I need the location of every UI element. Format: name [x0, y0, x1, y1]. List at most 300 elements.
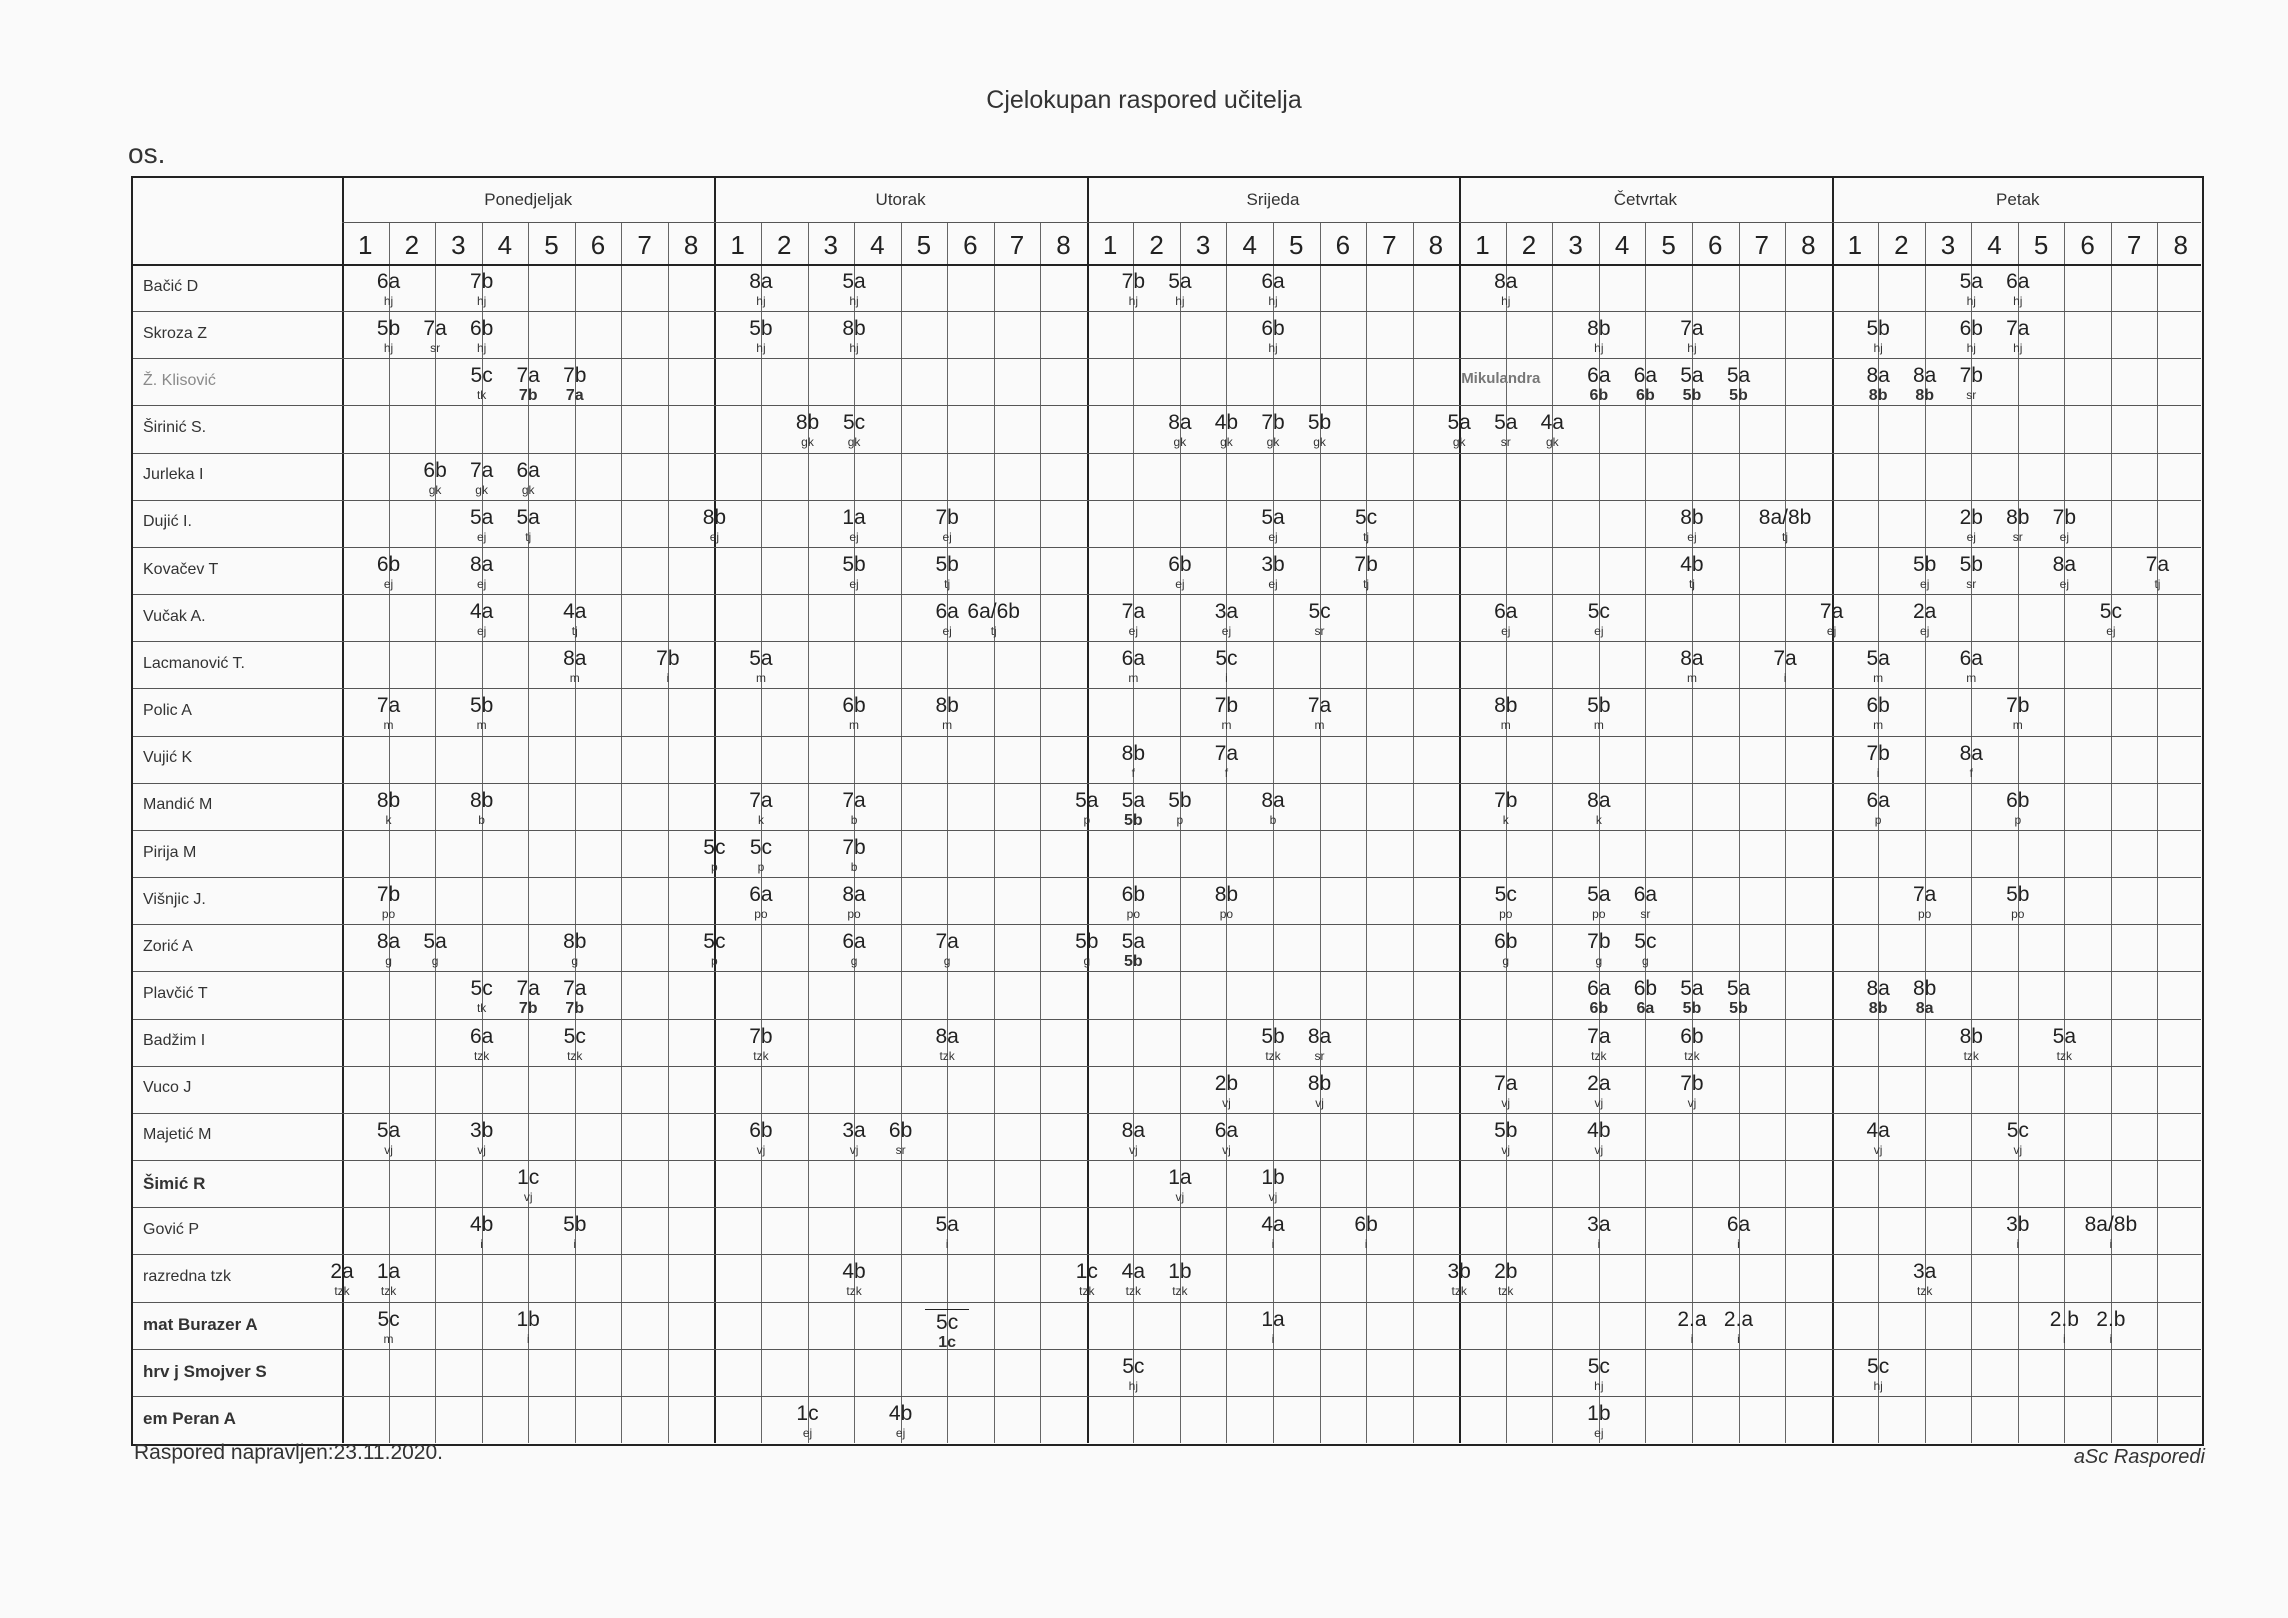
- lesson-cell: [1158, 790, 1202, 826]
- class-code: 2.b: [2096, 1307, 2126, 1331]
- subject-code: tzk: [473, 1048, 490, 1063]
- class-code: 5a: [1726, 364, 1751, 388]
- lesson-cell: [1298, 1073, 1342, 1109]
- row-divider: [133, 1066, 2201, 1067]
- class-code: 5c: [1355, 505, 1378, 529]
- subject-code: tj: [525, 529, 532, 544]
- lesson-cell: [367, 931, 411, 967]
- subject-code: ej: [942, 529, 952, 544]
- lesson-cell: [1856, 978, 1900, 1017]
- period-number: 2: [404, 230, 420, 260]
- lesson-cell: [1298, 412, 1342, 448]
- subject-code: tzk: [753, 1048, 769, 1063]
- lesson-cell: [739, 318, 783, 354]
- class-code: 6b: [1680, 1024, 1704, 1048]
- subject-code: tj: [1363, 529, 1370, 544]
- class-code: 1b: [1168, 1260, 1192, 1284]
- day-header: Utorak: [875, 190, 926, 209]
- class-code: 8a: [1913, 364, 1937, 388]
- class-code: 7b: [1354, 552, 1378, 576]
- subject-code: po: [754, 907, 768, 922]
- subject-code: ej: [476, 529, 487, 544]
- class-code: 5c: [1308, 600, 1331, 624]
- class-code: 8a: [1587, 788, 1611, 812]
- lesson-cell: [739, 648, 783, 684]
- subject-code: gk: [1266, 435, 1280, 450]
- class-code: 4b: [1680, 552, 1704, 576]
- subject-code: tj: [1688, 576, 1695, 591]
- class-code: 6a: [1121, 647, 1146, 671]
- class-code: 8b: [563, 930, 587, 954]
- lesson-cell: [1344, 1214, 1388, 1250]
- lesson-cell: [1577, 1356, 1621, 1392]
- class-code: 5b: [2006, 883, 2030, 907]
- subject-code: po: [1592, 907, 1606, 922]
- lesson-cell: [2135, 554, 2179, 590]
- lesson-cell: [1670, 365, 1714, 404]
- lesson-cell: [1111, 743, 1155, 779]
- subject-code: 6b: [1589, 387, 1609, 405]
- created-date: Raspored napravljen:23.11.2020.: [134, 1441, 444, 1464]
- class-code: 1b: [516, 1307, 540, 1331]
- subject-code: tk: [476, 1001, 487, 1016]
- class-code: 7a: [1913, 883, 1937, 907]
- class-code: 5b: [1261, 1024, 1285, 1048]
- subject-code: g: [571, 954, 579, 969]
- subject-code: vj: [2013, 1142, 2023, 1157]
- lesson-cell: [1577, 601, 1621, 637]
- class-code: 7a: [516, 364, 540, 388]
- lesson-cell: [1903, 365, 1947, 404]
- class-code: 7b: [1121, 270, 1146, 293]
- period-number: 4: [870, 230, 885, 260]
- class-code: 5b: [842, 552, 866, 576]
- lesson-cell: [739, 837, 783, 873]
- subject-code: hj: [849, 294, 859, 308]
- subject-code: tzk: [1079, 1284, 1095, 1299]
- subject-code: 5b: [1729, 387, 1748, 405]
- lesson-cell: [1949, 743, 1993, 779]
- lesson-cell: [367, 1309, 411, 1345]
- lesson-cell: [1344, 554, 1388, 590]
- class-code: 4a: [1261, 1213, 1285, 1237]
- subject-code: f: [1131, 765, 1136, 780]
- lesson-cell: [367, 884, 411, 920]
- period-number: 2: [776, 230, 792, 260]
- subject-code: m: [1966, 671, 1977, 686]
- class-code: 7b: [1959, 364, 1983, 388]
- lesson-cell: [460, 978, 504, 1014]
- class-code: 7a: [1587, 1024, 1611, 1048]
- subject-code: tk: [476, 388, 487, 403]
- teacher-name: Kovačev T: [143, 560, 219, 578]
- class-code: 7b: [1261, 411, 1285, 435]
- class-code: 7a: [749, 788, 773, 812]
- lesson-cell: [1717, 978, 1761, 1017]
- subject-code: vj: [849, 1142, 859, 1157]
- day-divider: [714, 178, 716, 1443]
- class-code: 6b: [1633, 977, 1658, 1001]
- subject-code: i: [2109, 1237, 2113, 1252]
- class-code: 4b: [1214, 411, 1239, 435]
- lesson-cell: [1204, 412, 1248, 448]
- lesson-cell: [1577, 1073, 1621, 1109]
- class-code: 8a: [1261, 788, 1285, 812]
- subject-code: tzk: [1265, 1048, 1281, 1063]
- class-code: 2a: [1587, 1071, 1611, 1095]
- class-code: 8a/8b: [2084, 1213, 2138, 1237]
- class-code: 1a: [1261, 1307, 1285, 1331]
- lesson-cell: [2042, 1026, 2086, 1062]
- subject-code: sr: [430, 341, 441, 356]
- lesson-cell: [1251, 1214, 1295, 1250]
- lesson-cell: [1810, 601, 1854, 637]
- subject-code: p: [1176, 812, 1184, 827]
- class-code: 5b: [935, 552, 959, 576]
- class-code: 6b: [1121, 883, 1146, 907]
- class-code: 5a: [1587, 883, 1611, 907]
- subject-code: tzk: [939, 1048, 955, 1063]
- subject-code: ej: [2059, 576, 2070, 591]
- subject-code: f: [1224, 765, 1229, 780]
- subject-code: 5b: [1682, 1000, 1702, 1018]
- teacher-name: Vujić K: [143, 749, 193, 767]
- software-credit: aSc Rasporedi: [2073, 1446, 2205, 1468]
- class-code: 8a: [1168, 411, 1192, 435]
- class-code: 8a: [935, 1024, 959, 1048]
- subject-code: 8b: [1868, 1000, 1888, 1018]
- subject-code: m: [1128, 671, 1139, 686]
- day-header: Srijeda: [1246, 190, 1300, 209]
- lesson-cell: [1856, 1120, 1900, 1156]
- row-divider: [133, 783, 2201, 784]
- lesson-cell: [832, 884, 876, 920]
- subject-code: ej: [849, 576, 859, 591]
- subject-code: m: [755, 671, 766, 686]
- lesson-cell: [1949, 318, 1993, 354]
- subject-code: g: [385, 954, 392, 969]
- class-code: 1a: [842, 505, 866, 529]
- subject-code: sr: [1640, 907, 1651, 922]
- subject-code: ej: [1268, 576, 1278, 591]
- subject-code: hj: [2013, 294, 2023, 308]
- lesson-cell: [1111, 601, 1155, 637]
- subject-code: hj: [1966, 294, 1976, 308]
- period-number: 7: [2126, 230, 2142, 260]
- lesson-cell: [1903, 1261, 1947, 1297]
- lesson-cell: [553, 1214, 597, 1250]
- class-code: 5b: [1587, 694, 1611, 718]
- lesson-cell: [1344, 507, 1388, 543]
- period-number: 8: [2173, 230, 2188, 260]
- class-code: 6b: [1959, 317, 1983, 341]
- class-code: 5a: [423, 930, 447, 954]
- class-code: 5a: [1447, 411, 1471, 435]
- lesson-cell: [1251, 1309, 1295, 1345]
- subject-code: ej: [2059, 529, 2070, 544]
- period-number: 1: [358, 230, 373, 260]
- subject-code: sr: [895, 1142, 906, 1157]
- lesson-cell: [1204, 743, 1248, 779]
- class-code: 6a: [1587, 977, 1611, 1001]
- class-code: 8b: [1121, 741, 1146, 765]
- subject-code: i: [1364, 1237, 1368, 1252]
- lesson-cell: [1484, 931, 1528, 967]
- subject-code: m: [849, 718, 860, 733]
- lesson-cell: [832, 318, 876, 354]
- subject-code: p: [711, 859, 718, 874]
- lesson-cell: [367, 790, 411, 826]
- subject-code: ej: [849, 529, 859, 544]
- class-code: 7b: [842, 835, 866, 859]
- class-code: 8a: [1866, 364, 1890, 388]
- class-code: 6b: [749, 1118, 773, 1142]
- subject-code: hj: [1268, 294, 1278, 308]
- lesson-cell: [1251, 554, 1295, 590]
- row-divider: [133, 453, 2201, 454]
- subject-code: tzk: [1591, 1048, 1607, 1063]
- class-code: 8a/8b: [1758, 505, 1812, 529]
- lesson-cell: [2042, 554, 2086, 590]
- school-label: os.: [128, 138, 166, 169]
- lesson-cell: [1903, 601, 1947, 637]
- class-code: 8b: [1959, 1024, 1983, 1048]
- day-header: Petak: [1996, 190, 2040, 209]
- class-code: 7a: [1121, 600, 1146, 624]
- subject-code: tzk: [334, 1284, 350, 1299]
- teacher-name: Mandić M: [143, 796, 213, 814]
- lesson-cell: [367, 1261, 411, 1297]
- subject-code: hj: [1501, 294, 1511, 308]
- lesson-cell: [1111, 931, 1155, 970]
- class-code: 8b: [1587, 317, 1611, 341]
- subject-code: g: [1595, 954, 1603, 969]
- subject-code: i: [1271, 1331, 1275, 1346]
- class-code: 2.a: [1723, 1307, 1754, 1331]
- subject-code: vj: [1594, 1142, 1604, 1157]
- subject-code: i: [2063, 1331, 2066, 1346]
- lesson-cell: [1856, 1356, 1900, 1392]
- lesson-cell: [1484, 1073, 1528, 1109]
- subject-code: ej: [1501, 624, 1511, 639]
- lesson-cell: [1996, 507, 2040, 543]
- lesson-cell: [320, 1261, 364, 1297]
- class-code: 5a: [1261, 505, 1285, 529]
- lesson-cell: [739, 271, 783, 307]
- teacher-name: Vuco J: [143, 1079, 192, 1097]
- lesson-cell: [460, 1120, 504, 1156]
- lesson-cell: [553, 648, 597, 684]
- class-code: 5a: [1680, 977, 1704, 1001]
- lesson-cell: [925, 1026, 969, 1062]
- period-number: 4: [1242, 230, 1257, 260]
- subject-code: vj: [477, 1142, 486, 1157]
- subject-code: hj: [1594, 1378, 1604, 1393]
- lesson-cell: [1204, 601, 1248, 637]
- class-code: 8a: [1307, 1024, 1332, 1048]
- class-code: 7b: [1587, 930, 1611, 954]
- period-number: 8: [1056, 230, 1071, 260]
- lesson-cell: [1111, 790, 1155, 829]
- subject-code: m: [1873, 718, 1884, 733]
- row-divider: [133, 1160, 2201, 1161]
- subject-code: g: [1083, 954, 1091, 969]
- lesson-cell: [1949, 1026, 1993, 1062]
- lesson-cell: [553, 365, 597, 404]
- class-code: 7a: [842, 788, 866, 812]
- subject-code: tzk: [1498, 1284, 1514, 1299]
- lesson-cell: [1577, 1403, 1621, 1439]
- lesson-cell: [1577, 1026, 1621, 1062]
- lesson-cell: [646, 648, 690, 684]
- row-divider: [133, 830, 2201, 831]
- teacher-name: Badžim I: [143, 1032, 206, 1050]
- subject-code: gk: [1220, 435, 1233, 450]
- subject-code: gk: [1173, 435, 1187, 450]
- lesson-cell: [1623, 978, 1667, 1017]
- subject-code: i: [2109, 1331, 2113, 1346]
- class-code: 8b: [795, 411, 820, 435]
- lesson-cell: [1484, 271, 1528, 307]
- class-code: 5c: [1587, 1354, 1610, 1378]
- lesson-cell: [367, 271, 411, 307]
- subject-code: i: [666, 671, 670, 686]
- subject-code: vj: [1268, 1190, 1278, 1205]
- class-code: 7a: [1214, 741, 1239, 765]
- period-number: 6: [590, 230, 606, 260]
- subject-code: gk: [847, 435, 861, 450]
- lesson-cell: [1204, 695, 1248, 731]
- class-code: 7b: [1214, 694, 1239, 718]
- class-code: 6a: [1494, 600, 1518, 624]
- lesson-cell: [1996, 318, 2040, 354]
- lesson-cell: [2089, 1309, 2133, 1345]
- subject-code: 8a: [1915, 1000, 1934, 1018]
- period-number: 7: [637, 230, 652, 260]
- period-number: 6: [1335, 230, 1351, 260]
- row-divider: [133, 594, 2201, 595]
- class-code: 8b: [842, 317, 866, 341]
- class-code: 7a: [2145, 552, 2170, 576]
- period-number: 7: [1382, 230, 1397, 260]
- subject-code: vj: [523, 1190, 533, 1205]
- class-code: 5a: [1866, 647, 1890, 671]
- class-code: 8a: [1866, 977, 1890, 1001]
- lesson-cell: [1158, 271, 1202, 307]
- period-number: 5: [2033, 230, 2049, 260]
- subject-code: i: [1690, 1331, 1694, 1346]
- subject-code: ej: [1128, 624, 1139, 639]
- lesson-cell: [413, 318, 457, 354]
- class-code: 5a: [749, 647, 773, 671]
- class-code: 7a: [563, 977, 587, 1001]
- subject-code: tzk: [1451, 1284, 1467, 1299]
- class-code: 4a: [469, 600, 494, 624]
- subject-code: g: [1502, 954, 1510, 969]
- lesson-cell: [1623, 884, 1667, 920]
- class-code: 7b: [749, 1024, 773, 1048]
- lesson-cell: [553, 931, 597, 967]
- lesson-cell: [1111, 884, 1155, 920]
- subject-code: i: [945, 1237, 949, 1252]
- lesson-cell: [1996, 1214, 2040, 1250]
- subject-code: hj: [1128, 294, 1139, 308]
- subject-code: i: [1737, 1331, 1740, 1346]
- subject-code: 5b: [1729, 1000, 1748, 1018]
- lesson-cell: [1670, 554, 1714, 590]
- lesson-cell: [786, 412, 830, 448]
- lesson-cell: [1251, 271, 1295, 307]
- subject-code: f: [1969, 765, 1973, 780]
- subject-code: tzk: [846, 1284, 862, 1299]
- subject-code: m: [383, 718, 394, 733]
- class-code: 5c: [1587, 600, 1610, 624]
- class-code: 6a: [469, 1024, 494, 1048]
- subject-code: tj: [1782, 529, 1789, 544]
- period-number: 5: [1289, 230, 1304, 260]
- class-code: 1a: [1168, 1166, 1192, 1190]
- subject-code: po: [1918, 907, 1932, 922]
- subject-code: ej: [802, 1425, 813, 1440]
- subject-code: sr: [2012, 529, 2023, 544]
- subject-code: hj: [1128, 1378, 1139, 1393]
- subject-code: i: [1737, 1237, 1740, 1252]
- lesson-cell: [460, 601, 504, 637]
- class-code: 4b: [1587, 1118, 1611, 1142]
- subject-code: m: [383, 1331, 394, 1346]
- subject-code: ej: [709, 529, 720, 544]
- lesson-cell: [1111, 1120, 1155, 1156]
- lesson-cell: [1484, 601, 1528, 637]
- class-code: 8a: [749, 270, 773, 293]
- class-code: 5a: [469, 505, 494, 529]
- teacher-name: mat Burazer A: [143, 1315, 258, 1335]
- lesson-cell: [1577, 884, 1621, 920]
- class-code: 3a: [1214, 600, 1239, 624]
- lesson-cell: [1577, 1120, 1621, 1156]
- teacher-name: Dujić I.: [143, 513, 192, 531]
- day-divider: [1832, 178, 1834, 1443]
- lesson-cell: [1577, 695, 1621, 731]
- lesson-cell: [1204, 1120, 1248, 1156]
- class-code: 3b: [1447, 1260, 1471, 1284]
- subject-code: hj: [1687, 341, 1697, 356]
- class-code: 8a: [1494, 270, 1518, 293]
- subject-code: ej: [476, 576, 487, 591]
- class-code: 6b: [2006, 788, 2030, 812]
- class-code: 5b: [1307, 411, 1332, 435]
- class-code: 7b: [469, 270, 494, 293]
- class-code: 6a: [1261, 270, 1285, 293]
- class-code: 7a: [1680, 317, 1704, 341]
- lesson-cell: [692, 507, 736, 543]
- lesson-cell: [506, 460, 550, 496]
- lesson-cell: [1996, 884, 2040, 920]
- class-code: 8b: [1494, 694, 1518, 718]
- subject-code: ej: [1268, 529, 1278, 544]
- class-code: 2a: [330, 1260, 354, 1284]
- class-code: 7a: [1773, 647, 1797, 671]
- subject-code: 8b: [1868, 387, 1888, 405]
- class-code: 5b: [1959, 552, 1983, 576]
- lesson-cell: [1903, 978, 1947, 1017]
- class-code: 8a: [842, 883, 866, 907]
- period-number: 3: [1195, 230, 1211, 260]
- period-number: 3: [451, 230, 466, 260]
- class-code: 5c: [1122, 1354, 1145, 1378]
- period-number: 1: [730, 230, 745, 260]
- lesson-cell: [506, 507, 550, 543]
